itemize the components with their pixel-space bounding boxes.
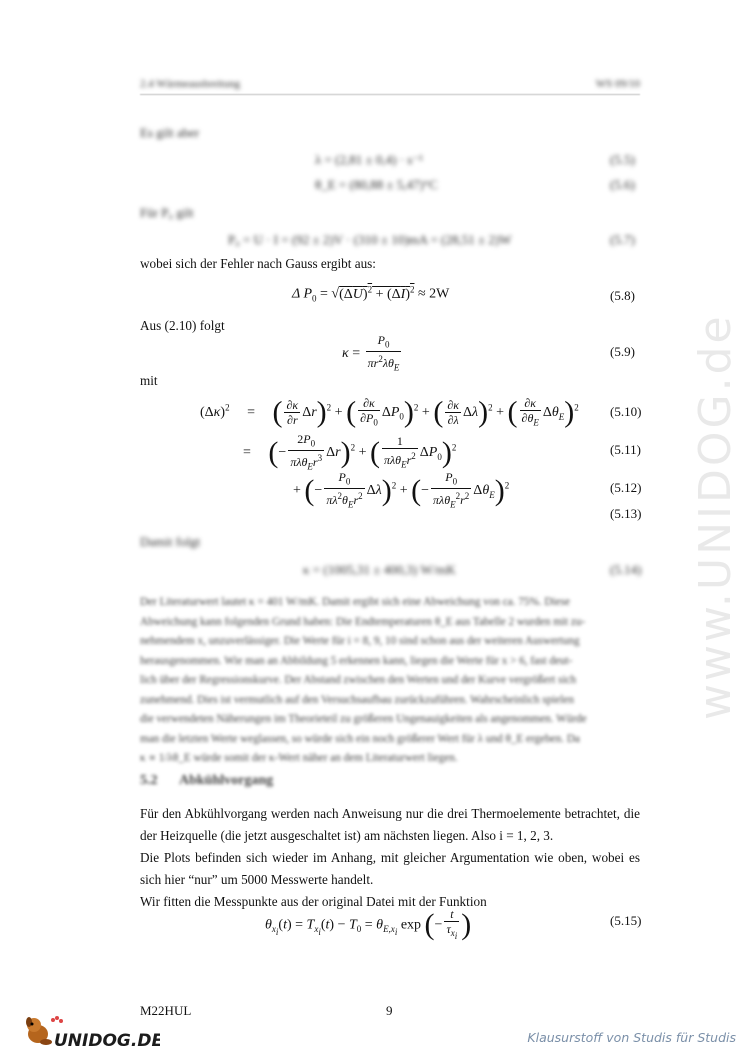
intro-text: Es gilt aber — [140, 125, 200, 140]
paragraph-abkuehl: Für den Abkühlvorgang werden nach Anweisung nur die drei Thermoelemente betrachtet, die der Heizquelle (die jetzt ausgeschaltet ist) am nächsten liegen. Also i = 1, 2, 3. — [140, 806, 640, 843]
header-rule — [140, 94, 640, 95]
eqnum-5-10: (5.10) — [610, 404, 642, 419]
header-right: WS 09/10 — [595, 78, 640, 90]
tagline: Klausurstoff von Studis für Studis — [527, 1030, 736, 1045]
paragraph-fit: Wir fitten die Messpunkte aus der original Datei mit der Funktion — [140, 894, 487, 909]
eqnum-5-8: (5.8) — [610, 288, 635, 303]
eqnum-5-11: (5.11) — [610, 442, 641, 457]
para-line: die verwendeten Näherungen im Theorieteil zu größeren Ungenauigkeiten als angenommen. Würde — [140, 713, 587, 725]
gauss-error-text: wobei sich der Fehler nach Gauss ergibt aus: — [140, 256, 376, 271]
footer-author: M22HUL — [140, 1003, 192, 1018]
eqnum-5-7: (5.7) — [610, 232, 635, 247]
equation-5-8: Δ $P_0 = √(\Delta U)^2 + (\Delta I)^2 \approx 2W$ — [292, 284, 450, 304]
eqnum-5-13: (5.13) — [610, 506, 642, 521]
section-title: Abkühlvorgang — [179, 773, 274, 788]
para-line: Abweichung kann folgenden Grund haben: Die Endtemperaturen θ_E aus Tabelle 2 wurden mit zu- — [140, 615, 586, 628]
equation-5-15: $\theta_{x_i}(t) = T_{x_i}(t) - T_0 = \theta_{E,x_i}$ exp (− $\frac{t}{\tau_{x_i}}$ ) — [265, 907, 472, 942]
eqnum-5-6: (5.6) — [610, 177, 635, 192]
eqnum-5-9: (5.9) — [610, 344, 635, 359]
paragraph-plots: Die Plots befinden sich wieder im Anhang, mit gleicher Argumentation wie oben, wobei es sich hier “nur” um 5000 Messwerte handelt. — [140, 850, 640, 887]
equation-5-11: = (− $\frac{2P_0}{\pi\lambda\theta_Er^3}$ Δr)$^2$ + ( $\frac{1}{\pi\lambda\theta_Er^2}$ $\Delta P_0)^2$ — [243, 432, 457, 472]
para-line: nehmendem x, unzuverlässiger. Die Werte für i = 8, 9, 10 sind schon aus der weiteren Auswertung — [140, 635, 580, 647]
section-number: 5.2 — [140, 773, 158, 788]
para-line: herausgenommen. Wie man an Abbildung 5 erkennen kann, liegen die Werte für x > 6, fast deut- — [140, 654, 573, 667]
eqnum-5-5: (5.5) — [610, 152, 635, 167]
section-heading — [140, 773, 273, 789]
watermark: www.UNIDOG.de — [690, 313, 741, 720]
para-line: man die letzten Werte weglassen, so würde sich ein noch größerer Wert für λ und θ_E ergeben. Da — [140, 732, 580, 745]
equation-5-9: κ = $\frac{P_0}{\pi r^2\lambda\theta_E}$ — [342, 333, 400, 373]
aus-text: Aus (2.10) folgt — [140, 318, 225, 333]
equation-5-5: λ = (2,81 ± 0,4) · s⁻¹ — [315, 152, 424, 167]
para-line: κ ∝ 1/λθ_E würde somit der κ-Wert näher an dem Literaturwert liegen. — [140, 752, 458, 764]
p0-intro-text: Für P₀ gilt — [140, 205, 194, 220]
para-line: Der Literaturwert lautet κ = 401 W/mK. Damit ergibt sich eine Abweichung von ca. 75%. Diese — [140, 596, 570, 608]
logo-text: UNIDOG.DE — [54, 1031, 160, 1051]
mit-text: mit — [140, 373, 158, 388]
equation-5-10: $(\Delta\kappa)^2$ = ( $\frac{\partial\kappa}{\partial r}$ Δr)$^2$ + ( $\frac{\partial\kappa}{\partial P_0}$ $\Delta P_0)^2$ + ( $\frac{\partial\kappa}{\partial\lambda}$ Δλ)$^2$ + ( $\frac{\partial\kappa}{\partial\theta_E}$ $\Delta\theta_E)^2$ — [200, 395, 579, 429]
eqnum-5-12: (5.12) — [610, 480, 642, 495]
header-left: 2.4 Wärmeausbreitung — [140, 78, 240, 90]
para-line: zunehmend. Dies ist vermutlich auf den Versuchsaufbau zurückzuführen. Wahrscheinlich spielen — [140, 693, 574, 706]
eqnum-5-14: (5.14) — [610, 562, 642, 577]
eqnum-5-15: (5.15) — [610, 913, 642, 928]
page-number: 9 — [386, 1003, 393, 1018]
equation-5-7: P₀ = U · I = (92 ± 2)V · (310 ± 10)mA = (28,51 ± 2)W — [228, 232, 512, 247]
unidog-logo — [20, 1012, 160, 1052]
dog-mascot-icon — [20, 1012, 160, 1052]
running-header — [140, 78, 640, 92]
equation-5-12: + (− $\frac{P_0}{\pi\lambda^2\theta_Er^2}$ Δλ)$^2$ + (− $\frac{P_0}{\pi\lambda\theta_E^2r^2}$ $\Delta\theta_E)^2$ — [293, 470, 510, 510]
damit-text: Damit folgt — [140, 534, 201, 549]
literature-paragraph — [140, 593, 640, 769]
equation-5-14: κ = (1005,31 ± 400,3) W/mK — [303, 562, 456, 577]
equation-5-6: θ_E = (80,88 ± 5,47)°C — [315, 177, 438, 192]
para-line: lich über der Regressionskurve. Der Abstand zwischen den Werten und der Kurve vergrößert sich — [140, 674, 577, 686]
